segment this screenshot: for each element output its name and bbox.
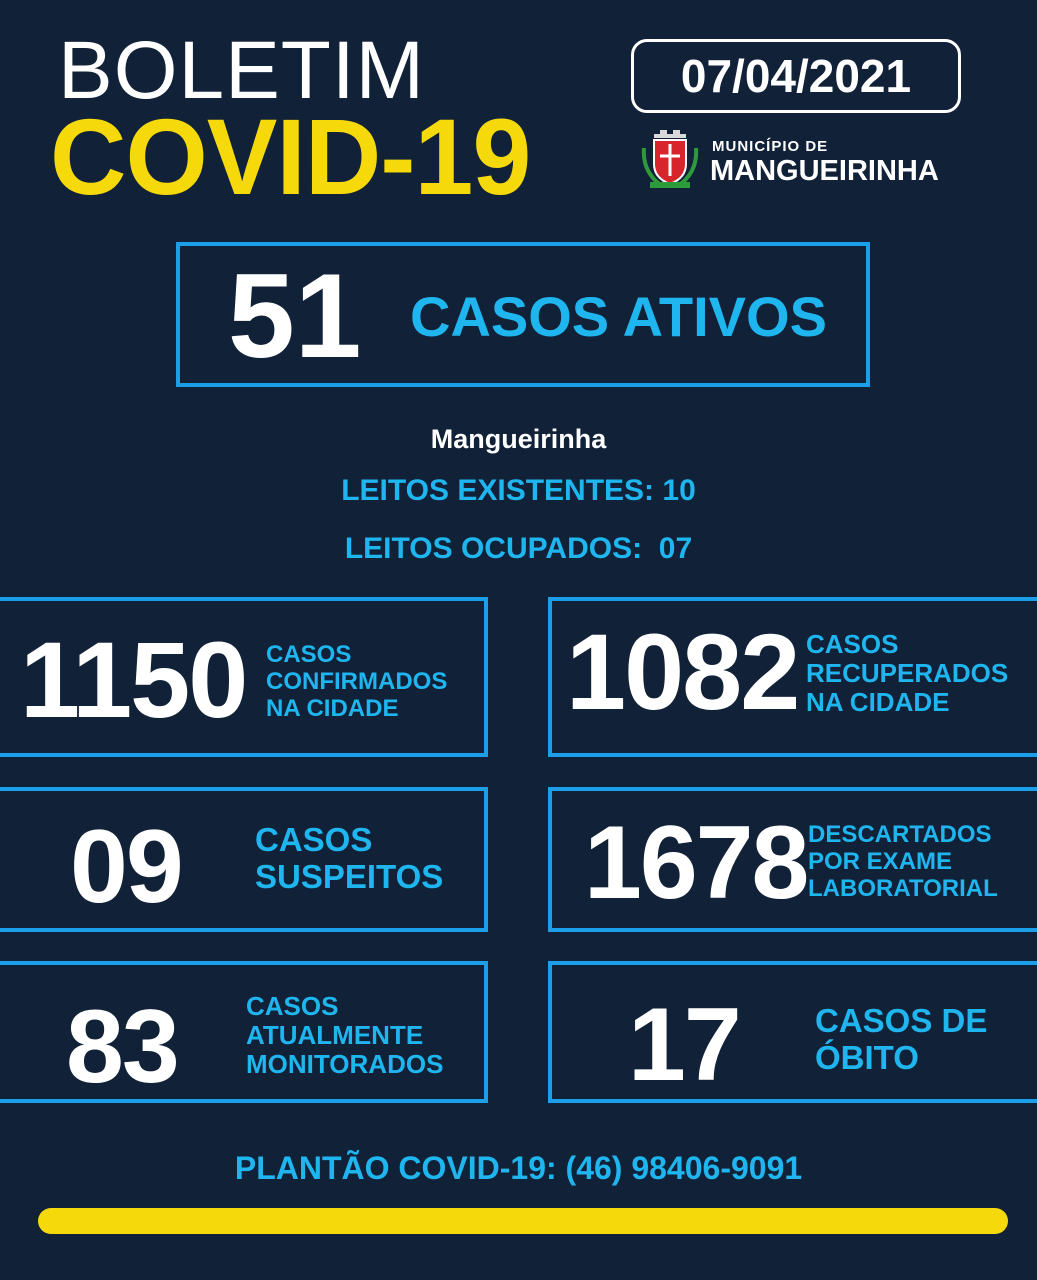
confirmed-label-line1: CASOS xyxy=(266,641,352,668)
suspected-value: 09 xyxy=(70,809,182,925)
monitored-value: 83 xyxy=(66,989,178,1105)
city-name: Mangueirinha xyxy=(430,424,607,454)
deaths-value: 17 xyxy=(628,987,740,1103)
recovered-label xyxy=(806,630,1008,717)
municipality-coat-of-arms-icon xyxy=(640,128,700,190)
recovered-value: 1082 xyxy=(566,611,799,732)
hotline-phone: PLANTÃO COVID-19: (46) 98406-9091 xyxy=(234,1150,803,1186)
beds-existing: LEITOS EXISTENTES: 10 xyxy=(341,474,696,507)
suspected-label-line2: SUSPEITOS xyxy=(255,857,444,895)
boletim-title: BOLETIM xyxy=(58,25,425,116)
monitored-label-line2: ATUALMENTE xyxy=(246,1020,424,1051)
suspected-label xyxy=(255,822,443,896)
date-badge: 07/04/2021 xyxy=(631,39,961,113)
monitored-label-line1: CASOS xyxy=(246,991,339,1021)
active-cases-value: 51 xyxy=(228,249,362,383)
recovered-label-line3: NA CIDADE xyxy=(806,687,950,718)
discarded-label-line3: LABORATORIAL xyxy=(808,874,998,902)
confirmed-value: 1150 xyxy=(20,619,247,740)
deaths-label xyxy=(815,1003,987,1077)
confirmed-label xyxy=(266,642,447,723)
discarded-label-line1: DESCARTADOS xyxy=(808,821,992,848)
footer-bar xyxy=(38,1208,1008,1234)
active-cases-label: CASOS ATIVOS xyxy=(410,285,827,348)
monitored-label-line3: MONITORADOS xyxy=(246,1049,444,1080)
covid-title: COVID-19 xyxy=(50,96,531,217)
recovered-label-line2: RECUPERADOS xyxy=(806,658,1009,689)
municipality-label: MUNICÍPIO DE xyxy=(712,138,829,155)
suspected-label-line1: CASOS xyxy=(255,821,373,858)
beds-occupied: LEITOS OCUPADOS: 07 xyxy=(344,532,693,565)
discarded-label xyxy=(808,822,998,903)
confirmed-label-line3: NA CIDADE xyxy=(266,694,399,722)
deaths-label-line2: ÓBITO xyxy=(815,1038,919,1076)
monitored-label xyxy=(246,992,443,1079)
recovered-label-line1: CASOS xyxy=(806,629,899,659)
discarded-label-line2: POR EXAME xyxy=(808,847,953,875)
deaths-label-line1: CASOS DE xyxy=(815,1002,988,1039)
confirmed-label-line2: CONFIRMADOS xyxy=(266,667,448,695)
discarded-value: 1678 xyxy=(584,805,808,921)
municipality-name: MANGUEIRINHA xyxy=(710,155,939,187)
